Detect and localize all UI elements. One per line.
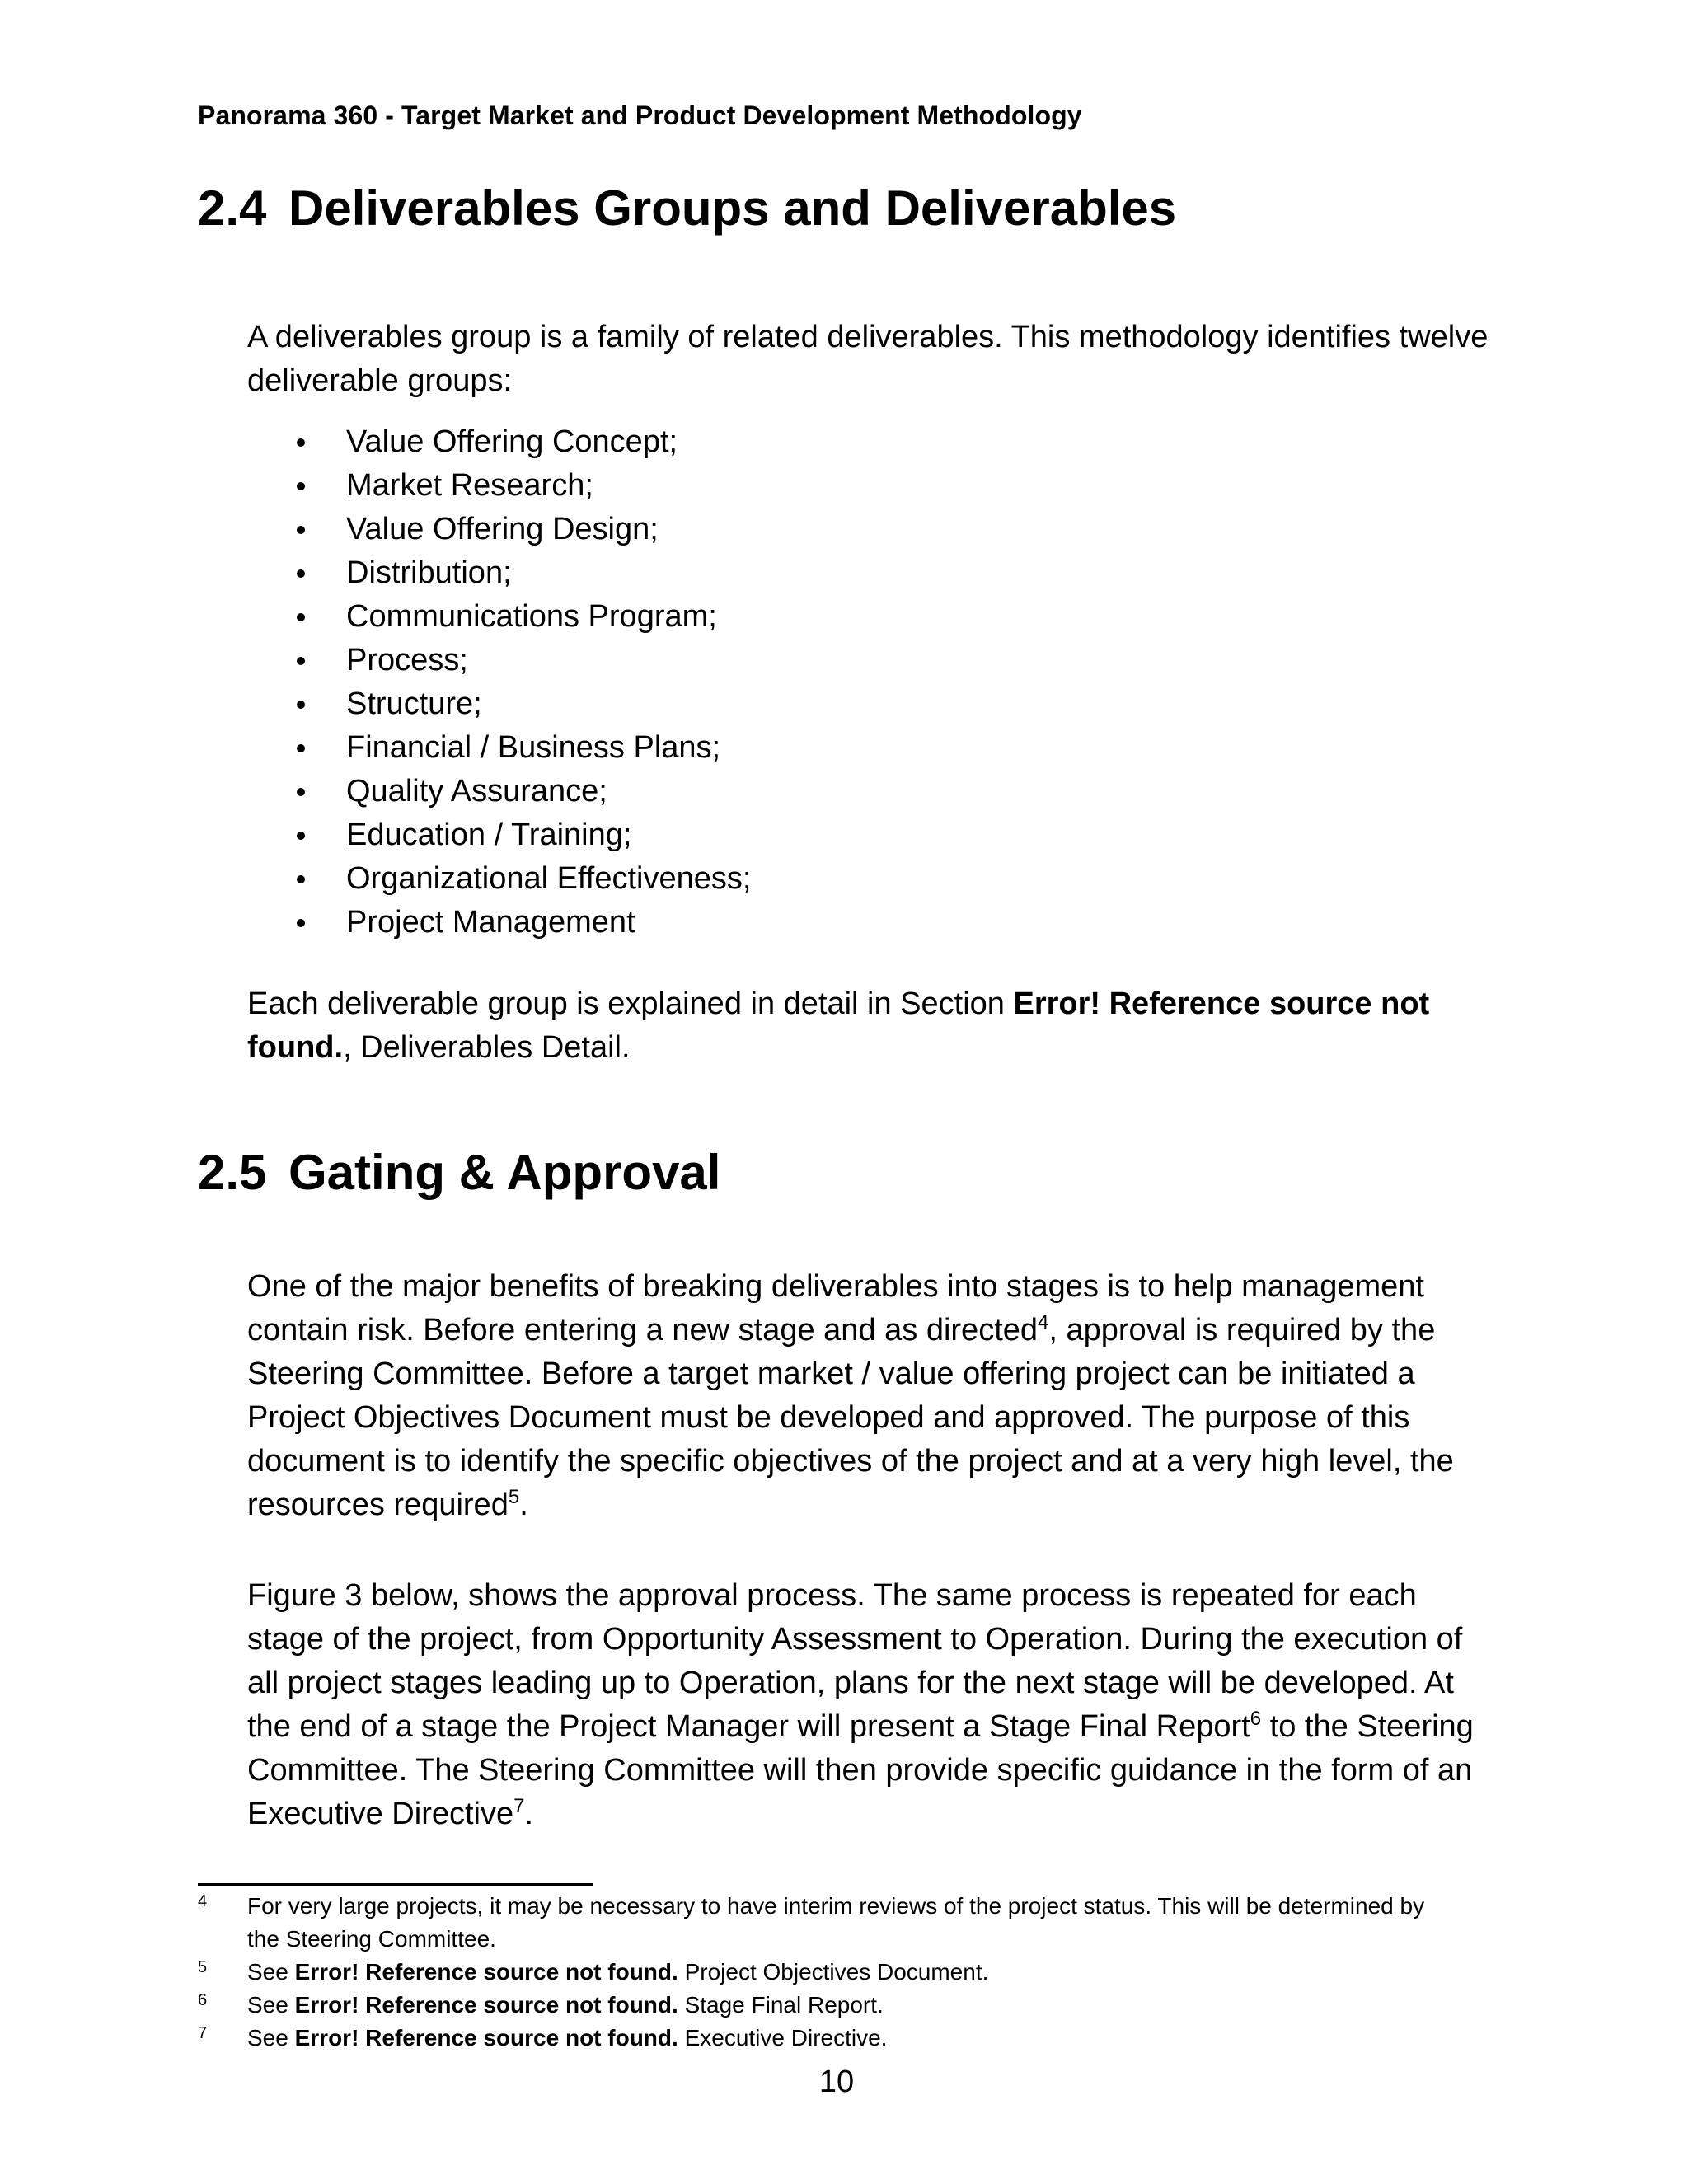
section-title: Gating & Approval (288, 1145, 721, 1200)
bullet-icon (297, 875, 305, 883)
footnote-number: 4 (198, 1892, 208, 1910)
list-item: Education / Training; (247, 813, 751, 857)
deliverables-closing: Each deliverable group is explained in detail in Section Error! Reference source not found., Deliverables Detail. (247, 987, 1430, 1065)
footnote-number: 5 (198, 1958, 208, 1976)
gating-paragraph-1: One of the major benefits of breaking deliverables into stages is to help management contain risk. Before entering a new stage and as directed$^4$, approval is required by the Steering Committee. Before a target market / value offering project can be initiated a Project Objectives Document must be developed and approved. The purpose of this document is to identify the specific objectives of the project and at a very high level, the resources required$^5$. (247, 1269, 1454, 1522)
footnote-separator (198, 1883, 593, 1886)
bullet-icon (297, 788, 305, 796)
deliverable-groups-list (247, 420, 751, 944)
broken-reference: Error! Reference source not found. (247, 987, 1430, 1065)
footnotes (198, 1890, 1434, 2055)
bullet-icon (297, 919, 305, 927)
section-number: 2.4 (198, 180, 267, 236)
broken-reference: Error! Reference source not found. (294, 2025, 678, 2050)
list-item: Process; (247, 639, 751, 682)
bullet-icon (297, 613, 305, 621)
list-item: Structure; (247, 682, 751, 726)
section-title: Deliverables Groups and Deliverables (288, 180, 1177, 236)
broken-reference: Error! Reference source not found. (294, 1992, 678, 2018)
page-number: 10 (818, 2064, 855, 2099)
footnote: 4 For very large projects, it may be necessary to have interim reviews of the project status. This will be determined by the Steering Committee. (198, 1890, 1434, 1956)
bullet-icon (297, 482, 305, 490)
list-item: Communications Program; (247, 595, 751, 639)
list-item: Value Offering Concept; (247, 420, 751, 464)
footnote-ref[interactable]: 7 (513, 1795, 525, 1817)
list-item: Quality Assurance; (247, 770, 751, 813)
list-item: Project Management (247, 901, 751, 944)
bullet-icon (297, 438, 305, 447)
section-heading-2-5 (198, 1144, 720, 1201)
list-item: Value Offering Design; (247, 508, 751, 551)
list-item: Financial / Business Plans; (247, 726, 751, 770)
footnote-ref[interactable]: 6 (1250, 1708, 1262, 1730)
footnote-ref[interactable]: 4 (1038, 1311, 1049, 1333)
bullet-icon (297, 569, 305, 578)
footnote-number: 6 (198, 1991, 208, 2009)
deliverables-intro: A deliverables group is a family of related deliverables. This methodology identifies twelve deliverable groups: (247, 320, 1489, 398)
list-item: Market Research; (247, 464, 751, 508)
footnote-ref[interactable]: 5 (508, 1486, 520, 1508)
bullet-icon (297, 744, 305, 752)
list-item: Organizational Effectiveness; (247, 857, 751, 901)
footnote: 5 See Error! Reference source not found. Project Objectives Document. (198, 1956, 1434, 1989)
gating-paragraph-2: Figure 3 below, shows the approval process. The same process is repeated for each stage of the project, from Opportunity Assessment to Operation. During the execution of all project stages leading up to Operation, plans for the next stage will be developed. At the end of a stage the Project Manager will present a Stage Final Report$^6$ to the Steering Committee. The Steering Committee will then provide specific guidance in the form of an Executive Directive$^7$. (247, 1578, 1474, 1831)
list-item: Distribution; (247, 551, 751, 595)
bullet-icon (297, 526, 305, 534)
footnote-number: 7 (198, 2024, 208, 2042)
footnote: 7 See Error! Reference source not found. Executive Directive. (198, 2022, 1434, 2055)
section-number: 2.5 (198, 1145, 267, 1200)
bullet-icon (297, 832, 305, 840)
broken-reference: Error! Reference source not found. (294, 1959, 678, 1985)
running-header: Panorama 360 - Target Market and Product Development Methodology (198, 101, 1082, 130)
footnote: 6 See Error! Reference source not found. Stage Final Report. (198, 1989, 1434, 2022)
bullet-icon (297, 701, 305, 709)
bullet-icon (297, 657, 305, 665)
section-heading-2-4 (198, 180, 1176, 237)
